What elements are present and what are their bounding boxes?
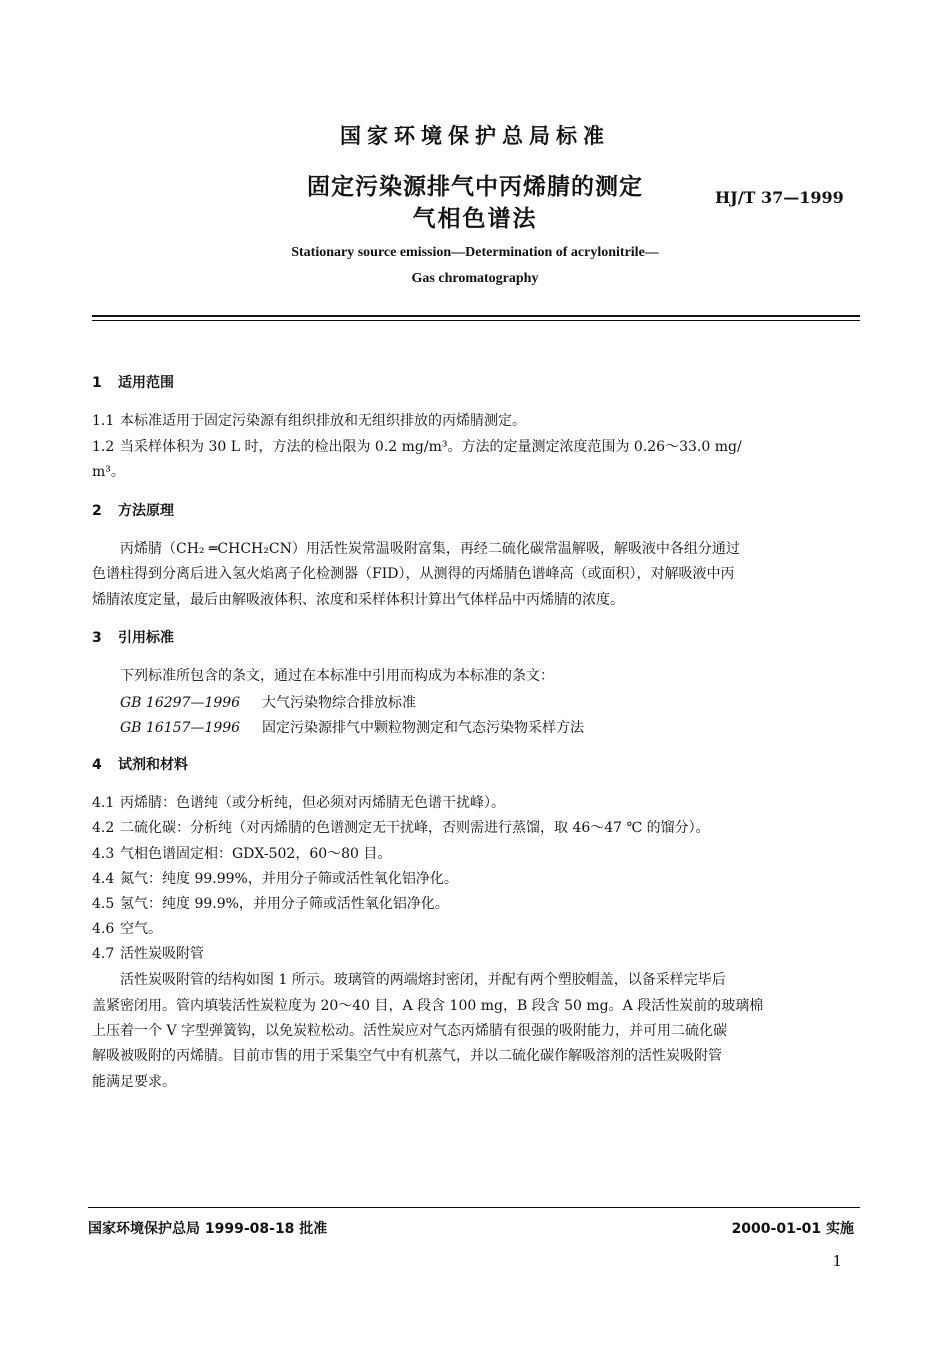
- paragraph-line: 能满足要求。: [92, 1074, 176, 1090]
- paragraph-line: 丙烯腈（CH₂ ═CHCH₂CN）用活性炭常温吸附富集，再经二硫化碳常温解吸，解吸液中各组分通过: [120, 541, 740, 557]
- clause-text: 氢气：纯度 99.9%，并用分子筛或活性氧化铝净化。: [120, 896, 449, 912]
- clause-text: 活性炭吸附管: [120, 946, 204, 962]
- reference-item: [120, 692, 416, 712]
- clause-number: 4.1: [92, 795, 115, 811]
- approval-date: 国家环境保护总局 1999-08-18 批准: [88, 1221, 328, 1237]
- title-line-1: 固定污染源排气中丙烯腈的测定: [307, 174, 643, 200]
- reference-name: 固定污染源排气中颗粒物测定和气态污染物采样方法: [262, 720, 584, 736]
- implementation-date: 2000-01-01 实施: [731, 1221, 854, 1237]
- paragraph-line: 烯腈浓度定量，最后由解吸液体积、浓度和采样体积计算出气体样品中丙烯腈的浓度。: [92, 592, 624, 608]
- footer-divider: [88, 1207, 860, 1208]
- section-number: 4: [92, 757, 102, 773]
- paragraph-line: 色谱柱得到分离后进入氢火焰离子化检测器（FID），从测得的丙烯腈色谱峰高（或面积），对解吸液中丙: [92, 566, 735, 582]
- section-title: 试剂和材料: [118, 757, 188, 773]
- section-title: 方法原理: [118, 503, 174, 519]
- paragraph-line: 解吸被吸附的丙烯腈。目前市售的用于采集空气中有机蒸气，并以二硫化碳作解吸溶剂的活性炭吸附管: [92, 1048, 722, 1064]
- clause-4-1: [92, 791, 860, 815]
- clause-text: 丙烯腈：色谱纯（或分析纯，但必须对丙烯腈无色谱干扰峰）。: [120, 795, 505, 811]
- page-number: 1: [832, 1252, 842, 1270]
- clause-number: 1.2: [92, 439, 115, 455]
- reference-code: GB 16157—1996: [120, 720, 241, 736]
- clause-number: 4.5: [92, 896, 115, 912]
- clause-4-6: [92, 917, 860, 941]
- clause-4-3: [92, 842, 860, 866]
- clause-text: 氮气：纯度 99.99%，并用分子筛或活性氧化铝净化。: [120, 871, 458, 887]
- header-divider-thin: [92, 320, 860, 321]
- clause-1-2: [92, 435, 860, 459]
- clause-text: 空气。: [120, 921, 162, 937]
- clause-text: 二硫化碳：分析纯（对丙烯腈的色谱测定无干扰峰，否则需进行蒸馏，取 46～47 ℃ 的馏分）。: [120, 820, 710, 836]
- clause-1-2-continuation: m³。: [92, 464, 125, 480]
- references-intro: 下列标准所包含的条文，通过在本标准中引用而构成为本标准的条文：: [120, 668, 554, 684]
- paragraph-line: 盖紧密闭用。管内填装活性炭粒度为 20～40 目，A 段含 100 mg，B 段含 50 mg。A 段活性炭前的玻璃棉: [92, 998, 764, 1014]
- english-title-line-2: Gas chromatography: [411, 271, 539, 286]
- clause-4-2: [92, 816, 860, 840]
- section-number: 2: [92, 503, 102, 519]
- clause-text: 本标准适用于固定污染源有组织排放和无组织排放的丙烯腈测定。: [120, 413, 526, 429]
- issuing-organization: 国家环境保护总局标准: [340, 124, 610, 148]
- paragraph-line: 活性炭吸附管的结构如图 1 所示。玻璃管的两端熔封密闭，并配有两个塑胶帽盖，以备采样完毕后: [120, 972, 726, 988]
- section-4-heading: [92, 754, 188, 774]
- clause-number: 4.2: [92, 820, 115, 836]
- clause-number: 4.4: [92, 871, 115, 887]
- clause-4-7: [92, 942, 860, 966]
- standard-code: HJ/T 37—1999: [715, 188, 844, 207]
- clause-1-1: [92, 409, 860, 433]
- section-1-heading: [92, 372, 174, 392]
- clause-text: 气相色谱固定相：GDX-502，60～80 目。: [120, 846, 392, 862]
- reference-name: 大气污染物综合排放标准: [262, 695, 416, 711]
- section-title: 适用范围: [118, 375, 174, 391]
- reference-item: [120, 717, 584, 737]
- clause-4-4: [92, 867, 860, 891]
- section-number: 3: [92, 630, 102, 646]
- clause-text: 当采样体积为 30 L 时，方法的检出限为 0.2 mg/m³。方法的定量测定浓度范围为 0.26～33.0 mg/: [120, 439, 742, 455]
- clause-4-5: [92, 892, 860, 916]
- title-line-2: 气相色谱法: [412, 206, 538, 232]
- clause-number: 1.1: [92, 413, 115, 429]
- section-title: 引用标准: [118, 630, 174, 646]
- paragraph-line: 上压着一个 V 字型弹簧钩，以免炭粒松动。活性炭应对气态丙烯腈有很强的吸附能力，并可用二硫化碳: [92, 1023, 728, 1039]
- english-title-line-1: Stationary source emission—Determination of acrylonitrile—: [291, 245, 659, 260]
- section-2-heading: [92, 500, 174, 520]
- header-divider-thick: [92, 315, 860, 317]
- clause-number: 4.3: [92, 846, 115, 862]
- clause-number: 4.7: [92, 946, 115, 962]
- reference-code: GB 16297—1996: [120, 695, 241, 711]
- clause-number: 4.6: [92, 921, 115, 937]
- section-number: 1: [92, 375, 102, 391]
- section-3-heading: [92, 627, 174, 647]
